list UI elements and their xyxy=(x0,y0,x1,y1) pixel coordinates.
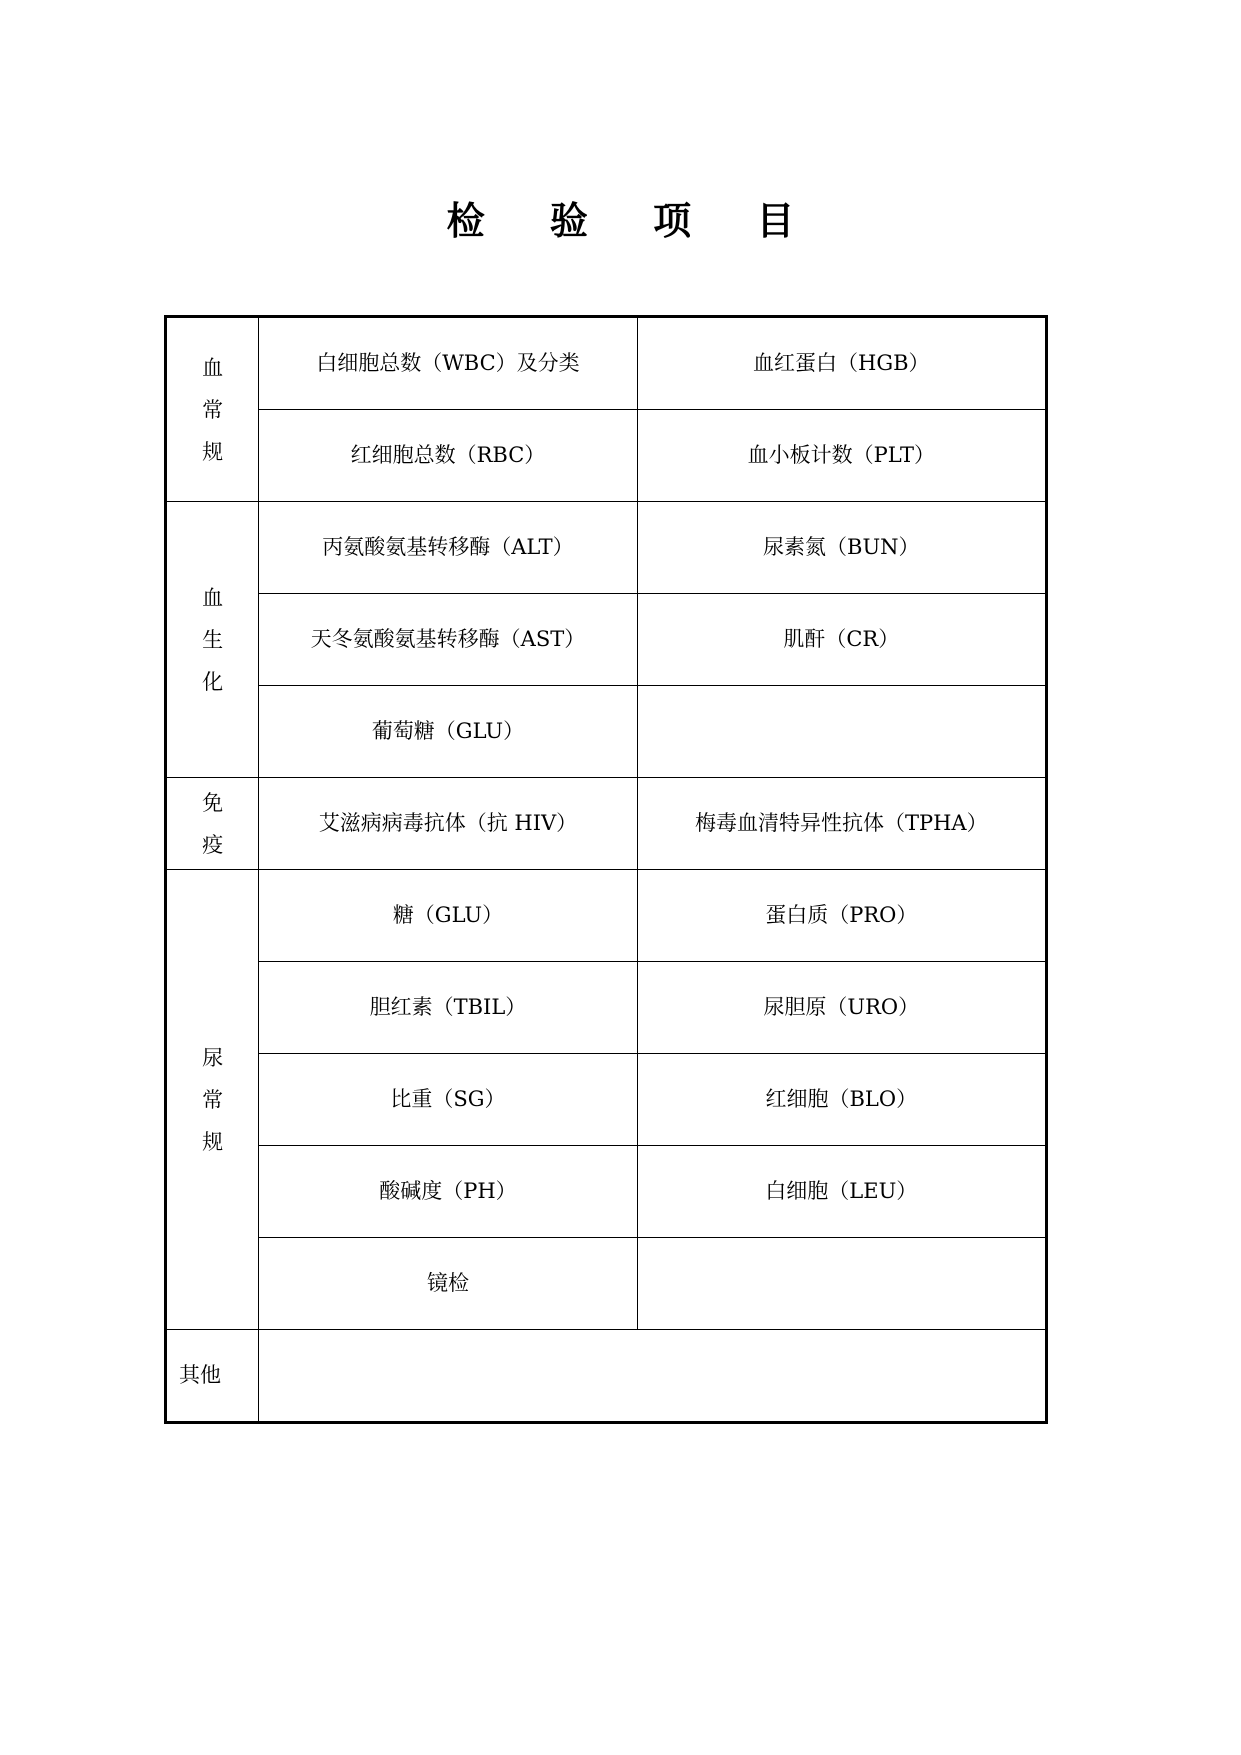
table-row xyxy=(166,1330,1047,1423)
table-row xyxy=(166,870,1047,962)
table-row xyxy=(166,1054,1047,1146)
table-row xyxy=(166,1146,1047,1238)
category-immunology xyxy=(166,778,259,870)
table-row xyxy=(166,594,1047,686)
category-char: 血 xyxy=(202,585,224,610)
category-char: 免 xyxy=(202,790,224,815)
table-row xyxy=(166,1238,1047,1330)
category-char: 生 xyxy=(202,627,224,652)
item-cell: 尿胆原（URO） xyxy=(637,962,1046,1054)
item-cell: 葡萄糖（GLU） xyxy=(259,686,637,778)
category-other xyxy=(166,1330,259,1423)
category-char: 规 xyxy=(202,1129,224,1154)
item-cell: 酸碱度（PH） xyxy=(259,1146,637,1238)
item-cell: 红细胞（BLO） xyxy=(637,1054,1046,1146)
item-cell: 血红蛋白（HGB） xyxy=(637,317,1046,410)
category-char: 常 xyxy=(202,1087,224,1112)
item-cell: 红细胞总数（RBC） xyxy=(259,410,637,502)
table-row xyxy=(166,686,1047,778)
item-cell: 糖（GLU） xyxy=(259,870,637,962)
item-cell: 白细胞总数（WBC）及分类 xyxy=(259,317,637,410)
table-row xyxy=(166,778,1047,870)
table-row xyxy=(166,962,1047,1054)
exam-items-table xyxy=(164,315,1048,1424)
item-cell-empty xyxy=(637,1238,1046,1330)
category-other-label: 其他 xyxy=(179,1362,221,1387)
category-char: 疫 xyxy=(202,832,224,857)
category-char: 常 xyxy=(202,397,224,422)
item-cell: 天冬氨酸氨基转移酶（AST） xyxy=(259,594,637,686)
category-char: 规 xyxy=(202,439,224,464)
item-cell: 胆红素（TBIL） xyxy=(259,962,637,1054)
item-cell: 白细胞（LEU） xyxy=(637,1146,1046,1238)
category-urine-routine xyxy=(166,870,259,1330)
item-cell: 肌酐（CR） xyxy=(637,594,1046,686)
item-cell: 丙氨酸氨基转移酶（ALT） xyxy=(259,502,637,594)
table-row xyxy=(166,317,1047,410)
category-biochemistry xyxy=(166,502,259,778)
item-cell: 血小板计数（PLT） xyxy=(637,410,1046,502)
other-value-cell xyxy=(259,1330,1047,1423)
item-cell: 镜检 xyxy=(259,1238,637,1330)
category-char: 血 xyxy=(202,355,224,380)
page-title: 检 验 项 目 xyxy=(446,199,821,243)
table-row xyxy=(166,502,1047,594)
item-cell-empty xyxy=(637,686,1046,778)
item-cell: 梅毒血清特异性抗体（TPHA） xyxy=(637,778,1046,870)
item-cell: 艾滋病病毒抗体（抗 HIV） xyxy=(259,778,637,870)
item-cell: 蛋白质（PRO） xyxy=(637,870,1046,962)
category-blood-routine xyxy=(166,317,259,502)
category-char: 化 xyxy=(202,669,224,694)
item-cell: 尿素氮（BUN） xyxy=(637,502,1046,594)
item-cell: 比重（SG） xyxy=(259,1054,637,1146)
table-row xyxy=(166,410,1047,502)
category-char: 尿 xyxy=(202,1045,224,1070)
